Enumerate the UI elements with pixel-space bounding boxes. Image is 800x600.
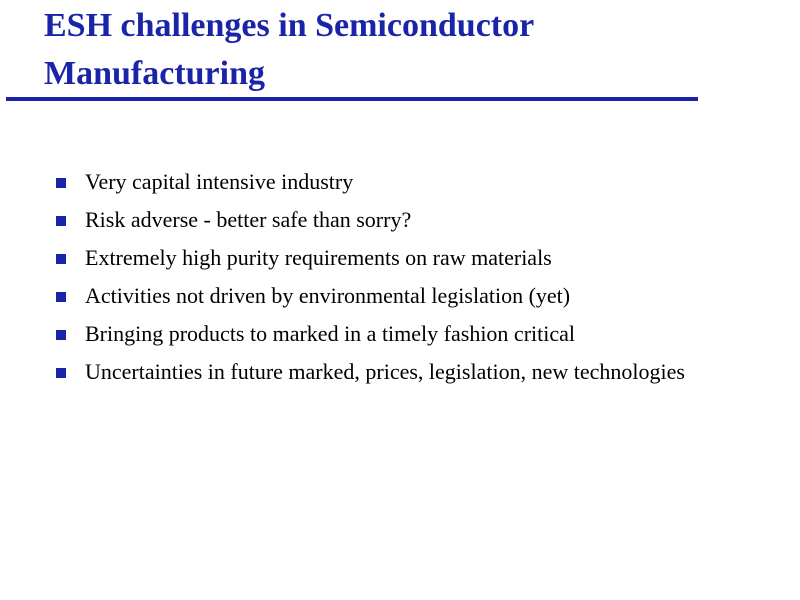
bullet-list — [56, 168, 716, 396]
square-bullet-icon — [56, 216, 66, 226]
bullet-item — [56, 358, 716, 386]
bullet-item — [56, 206, 716, 234]
square-bullet-icon — [56, 254, 66, 264]
square-bullet-icon — [56, 292, 66, 302]
square-bullet-icon — [56, 178, 66, 188]
title-underline — [6, 97, 698, 101]
slide-title: ESH challenges in Semiconductor Manufacturing — [44, 7, 534, 92]
bullet-text: Activities not driven by environmental legislation (yet) — [85, 283, 571, 308]
square-bullet-icon — [56, 330, 66, 340]
bullet-text: Risk adverse - better safe than sorry? — [85, 207, 412, 232]
bullet-text: Extremely high purity requirements on raw materials — [85, 245, 552, 270]
square-bullet-icon — [56, 368, 66, 378]
bullet-text: Very capital intensive industry — [85, 169, 354, 194]
bullet-text: Bringing products to marked in a timely fashion critical — [85, 321, 575, 346]
bullet-text: Uncertainties in future marked, prices, legislation, new technologies — [85, 359, 685, 384]
bullet-item — [56, 320, 716, 348]
bullet-item — [56, 244, 716, 272]
bullet-item — [56, 168, 716, 196]
bullet-item — [56, 282, 716, 310]
